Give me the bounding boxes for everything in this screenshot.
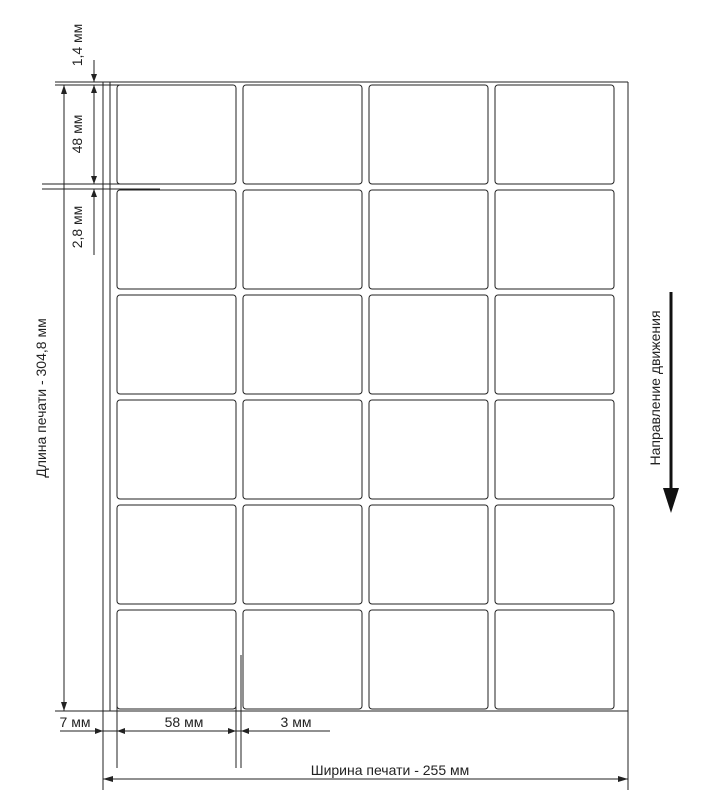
arrowhead-width-a	[117, 728, 125, 734]
print-length-label: Длина печати - 304,8 мм	[33, 318, 49, 478]
dimension-arrowheads	[61, 74, 628, 782]
label-cell	[495, 610, 614, 709]
label-cell	[495, 295, 614, 394]
dimension-lines	[42, 60, 628, 779]
label-cell	[369, 295, 488, 394]
col-gap-label: 3 мм	[280, 714, 312, 730]
label-cell	[243, 505, 362, 604]
arrowhead-label-height-bottom	[91, 176, 97, 184]
label-cell	[243, 610, 362, 709]
label-height-label: 48 мм	[69, 114, 85, 154]
label-cell	[495, 190, 614, 289]
label-cell	[117, 190, 236, 289]
top-gap-label: 1,4 мм	[69, 23, 85, 67]
label-cell	[117, 295, 236, 394]
direction-label: Направление движения	[647, 310, 663, 466]
label-cell	[243, 400, 362, 499]
row-gap-label: 2,8 мм	[69, 205, 85, 249]
sheet-outline	[55, 82, 628, 790]
label-cell	[117, 85, 236, 184]
label-cell	[243, 190, 362, 289]
arrowhead-print-width-right	[618, 776, 628, 782]
print-width-label: Ширина печати - 255 мм	[310, 762, 470, 778]
label-cell	[369, 400, 488, 499]
direction-arrowhead	[663, 488, 679, 513]
direction-arrow	[663, 292, 679, 513]
arrowhead-width-b	[228, 728, 236, 734]
arrowhead-print-width-left	[103, 776, 113, 782]
arrowhead-length-bottom	[61, 702, 67, 711]
arrowhead-gap	[241, 728, 249, 734]
label-cell	[117, 505, 236, 604]
label-cell	[117, 400, 236, 499]
arrowhead-length-top	[61, 85, 67, 94]
label-cell	[117, 610, 236, 709]
arrowhead-row-gap	[91, 189, 97, 197]
arrowhead-top-gap	[91, 74, 97, 82]
label-cell	[495, 505, 614, 604]
label-cell	[495, 400, 614, 499]
left-margin-label: 7 мм	[59, 714, 91, 730]
label-width-label: 58 мм	[164, 714, 204, 730]
arrowhead-left-margin	[95, 728, 103, 734]
labels-grid	[117, 85, 614, 709]
label-cell	[369, 85, 488, 184]
label-cell	[243, 295, 362, 394]
label-cell	[243, 85, 362, 184]
label-cell	[369, 610, 488, 709]
label-cell	[495, 85, 614, 184]
label-cell	[369, 505, 488, 604]
arrowhead-label-height-top	[91, 85, 97, 93]
label-cell	[369, 190, 488, 289]
